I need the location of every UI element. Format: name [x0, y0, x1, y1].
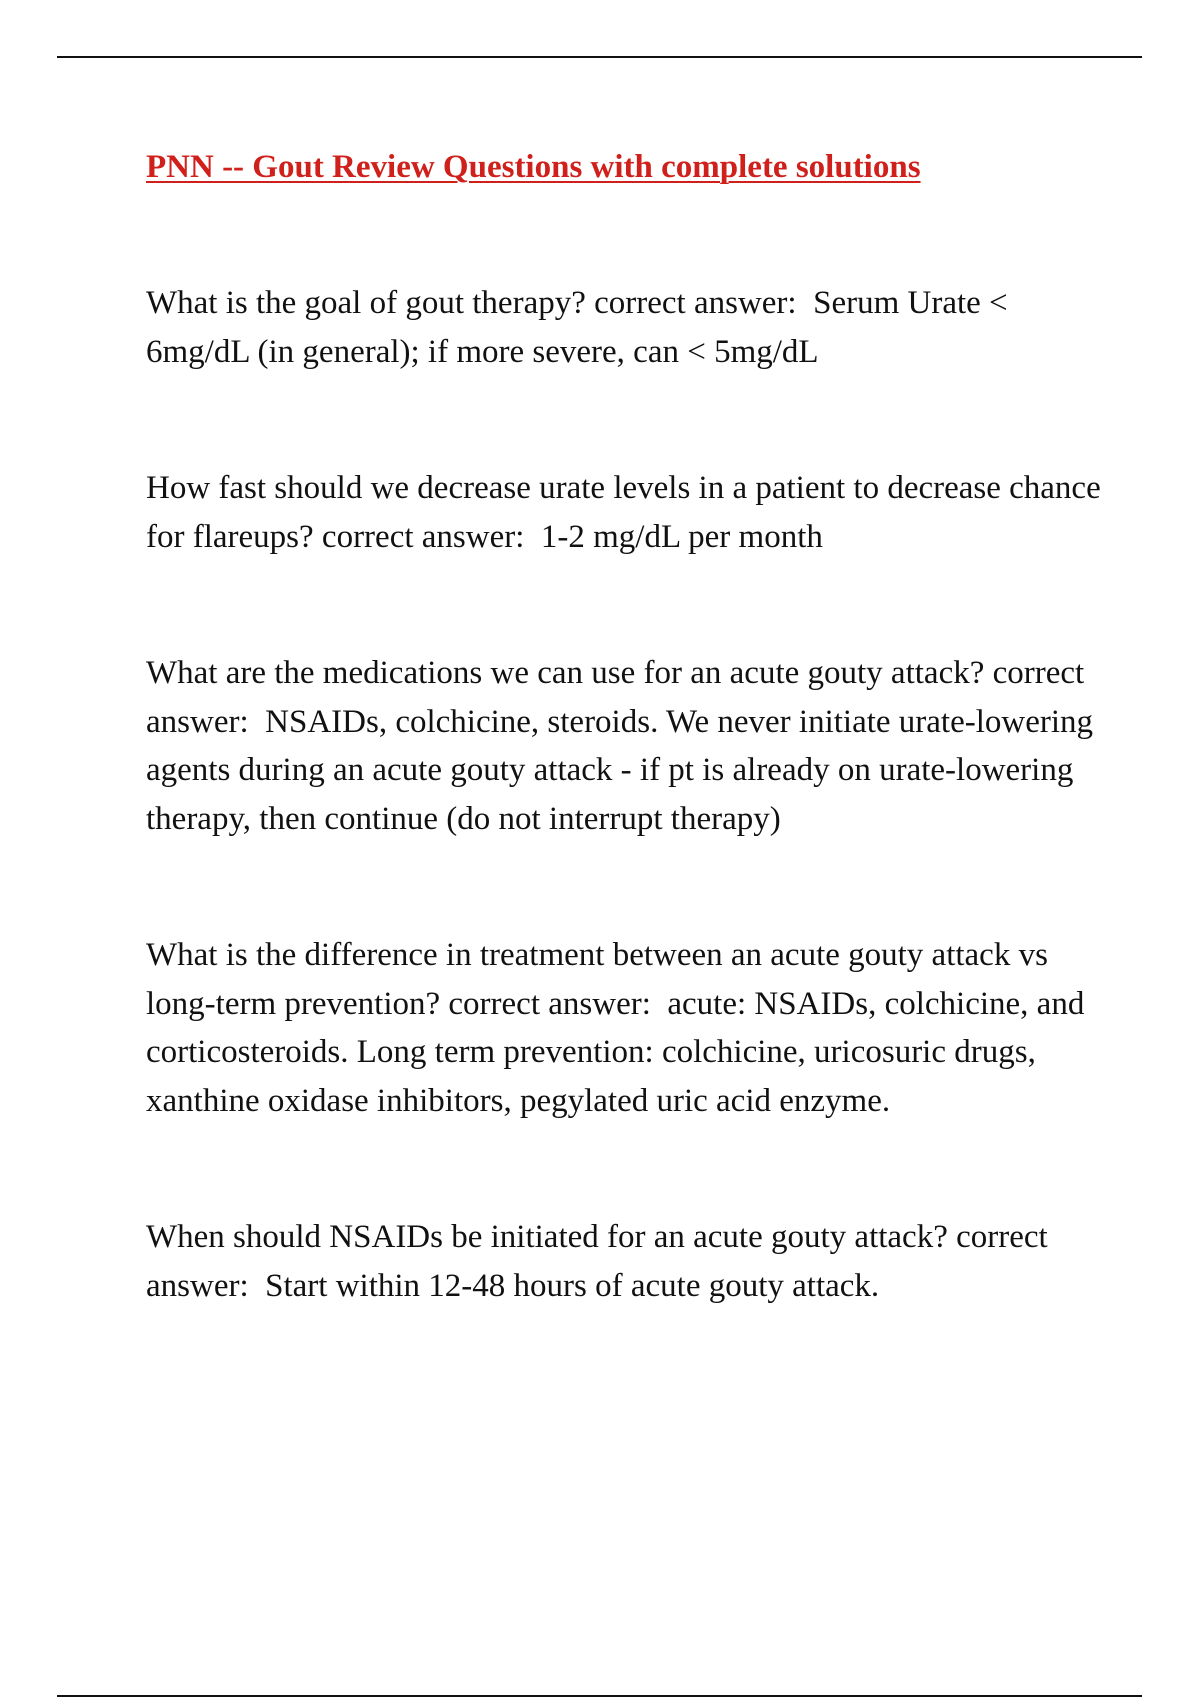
answer-label: correct answer:: [146, 1219, 1048, 1304]
qa-item-3: [146, 649, 1106, 843]
answer-label: correct answer:: [448, 985, 651, 1022]
document-title: PNN -- Gout Review Questions with complete solutions: [146, 149, 921, 185]
answer-label: correct answer:: [594, 285, 797, 321]
question-text: What is the goal of gout therapy?: [146, 285, 586, 321]
qa-item-2: [146, 464, 1106, 561]
answer-text: NSAIDs, colchicine, steroids. We never initiate urate-lowering agents during an acute gouty attack - if pt is already on urate-lowering therapy, then continue (do not interrupt therapy): [146, 703, 1094, 837]
qa-item-1: [146, 279, 1106, 376]
question-text: How fast should we decrease urate levels in a patient to decrease chance for flareups?: [146, 470, 1101, 555]
answer-text: Start within 12-48 hours of acute gouty attack.: [265, 1267, 880, 1304]
top-rule: [57, 56, 1142, 58]
qa-item-4: [146, 931, 1106, 1125]
qa-list: [146, 279, 1106, 1310]
answer-label: correct answer:: [321, 518, 525, 555]
document-body: [146, 142, 1106, 1310]
answer-text: 1-2 mg/dL per month: [540, 518, 823, 555]
question-text: What are the medications we can use for an acute gouty attack?: [146, 655, 985, 691]
answer-text: acute: NSAIDs, colchicine, and corticosteroids. Long term prevention: colchicine, uricosuric drugs, xanthine oxidase inhibitors, pegylated uric acid enzyme.: [146, 985, 1085, 1119]
question-text: What is the difference in treatment between an acute gouty attack vs long-term prevention?: [146, 937, 1048, 1022]
qa-item-5: [146, 1213, 1106, 1310]
question-text: When should NSAIDs be initiated for an acute gouty attack?: [146, 1219, 948, 1255]
answer-text: Serum Urate < 6mg/dL (in general); if more severe, can < 5mg/dL: [146, 285, 1008, 370]
answer-label: correct answer:: [146, 655, 1085, 740]
bottom-rule: [57, 1695, 1142, 1697]
